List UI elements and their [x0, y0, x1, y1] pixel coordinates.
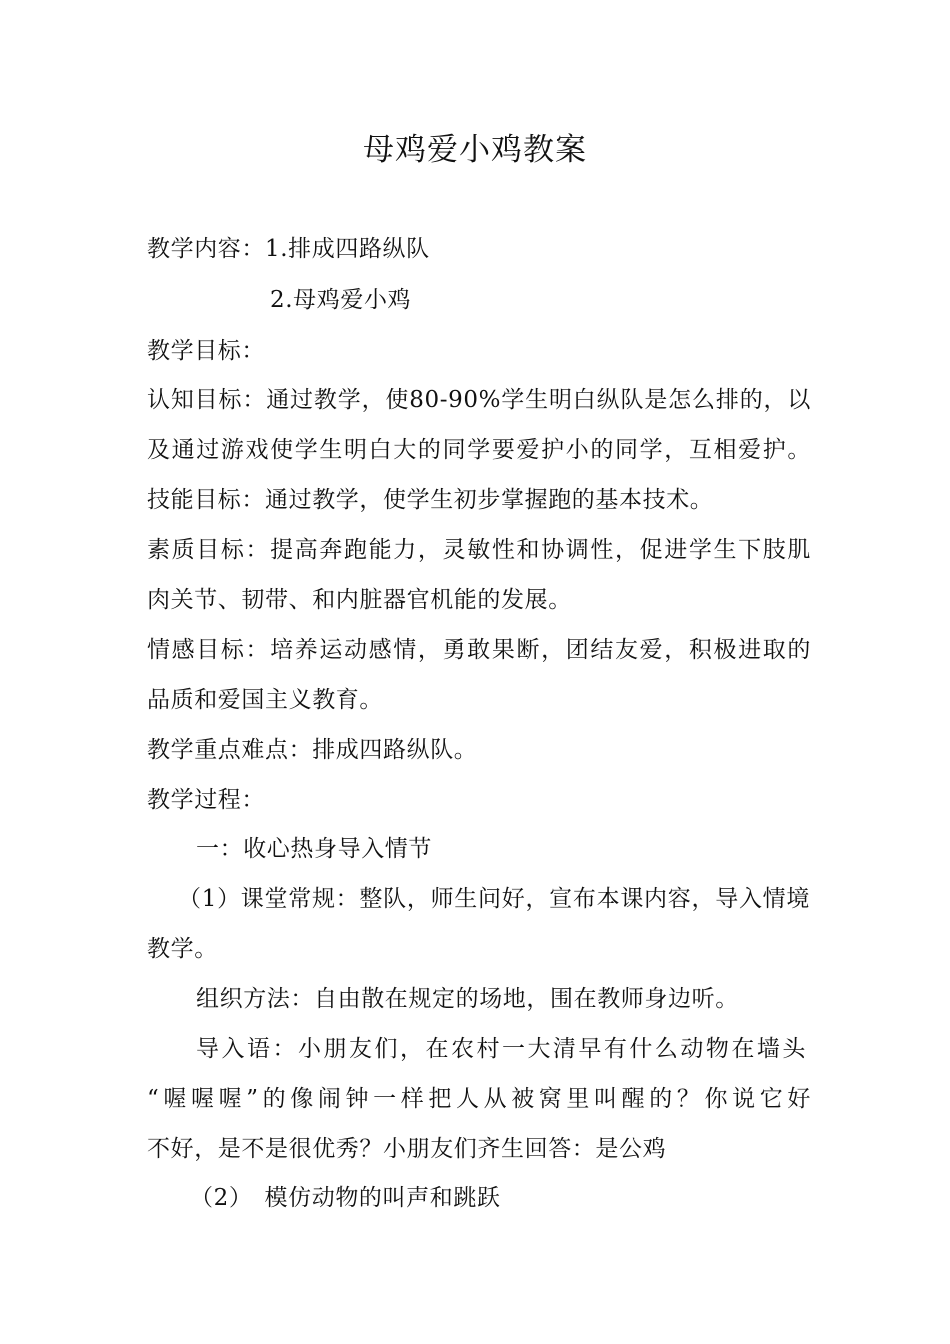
text-line-teaching-content: 教学内容：1.排成四路纵队 — [147, 236, 430, 262]
document-title: 母鸡爱小鸡教案 — [363, 132, 587, 168]
text-line-intro-2: “喔喔喔”的像闹钟一样把人从被窝里叫醒的？你说它好 — [147, 1086, 811, 1112]
text-line-intro-1: 导入语：小朋友们，在农村一大清早有什么动物在墙头 — [196, 1036, 806, 1062]
text-line-imitation: （2） 模仿动物的叫声和跳跃 — [190, 1185, 501, 1211]
text-line-routine-2: 教学。 — [147, 936, 218, 962]
text-line-organization: 组织方法：自由散在规定的场地，围在教师身边听。 — [196, 986, 739, 1012]
text-line-teaching-goals: 教学目标： — [147, 338, 265, 364]
text-line-teaching-process: 教学过程： — [147, 787, 265, 813]
text-line-skill-goal: 技能目标：通过教学，使学生初步掌握跑的基本技术。 — [147, 487, 714, 513]
text-line-cognitive-goal-2: 及通过游戏使学生明白大的同学要爱护小的同学，互相爱护。 — [147, 437, 811, 463]
text-line-cognitive-goal-1: 认知目标：通过教学，使80-90%学生明白纵队是怎么排的，以 — [147, 387, 811, 413]
text-line-emotion-goal-1: 情感目标：培养运动感情，勇敢果断，团结友爱，积极进取的 — [147, 637, 811, 663]
text-line-content-item-2: 2.母鸡爱小鸡 — [270, 287, 412, 313]
text-line-routine-1: （1）课堂常规：整队，师生问好，宣布本课内容，导入情境 — [178, 886, 810, 912]
text-line-section-one: 一：收心热身导入情节 — [196, 836, 432, 862]
text-line-emotion-goal-2: 品质和爱国主义教育。 — [147, 687, 383, 713]
text-line-key-points: 教学重点难点：排成四路纵队。 — [147, 737, 478, 763]
text-line-quality-goal-1: 素质目标：提高奔跑能力，灵敏性和协调性，促进学生下肢肌 — [147, 537, 811, 563]
text-line-quality-goal-2: 肉关节、韧带、和内脏器官机能的发展。 — [147, 587, 572, 613]
text-line-intro-3: 不好，是不是很优秀？小朋友们齐生回答：是公鸡 — [147, 1136, 667, 1162]
